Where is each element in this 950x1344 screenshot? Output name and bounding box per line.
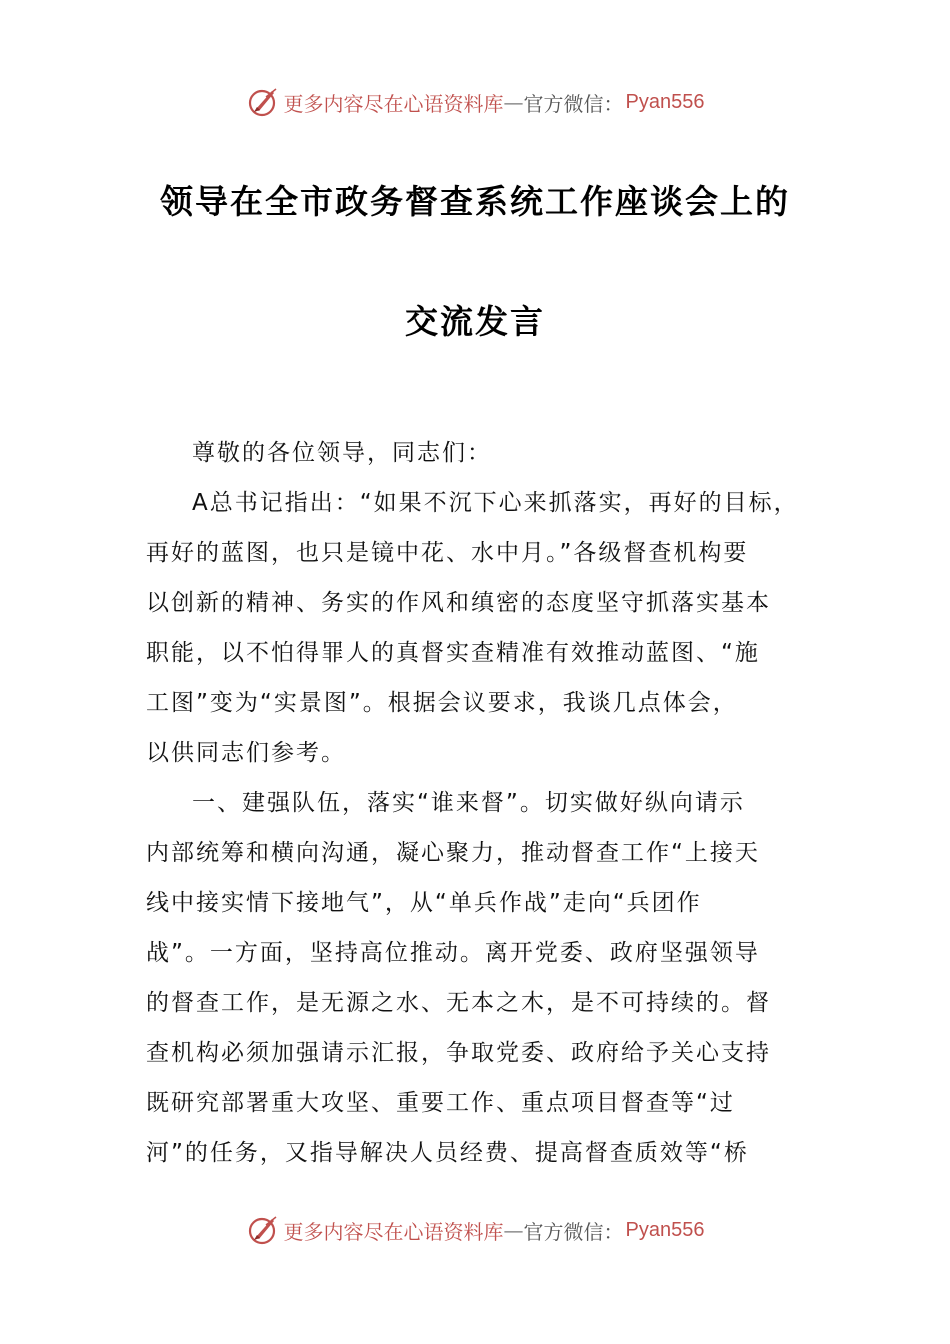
banner-separator: — [503,90,524,114]
paragraph-line: 职能，以不怕得罪人的真督实查精准有效推动蓝图、“施 [146,640,760,666]
paragraph-line: 以供同志们参考。 [146,740,346,766]
banner-wechat-label: 官方微信： [523,1219,624,1244]
paragraph-line: 的督查工作，是无源之水、无本之木，是不可持续的。督 [146,990,771,1016]
document-title-line2: 交流发言 [405,302,545,341]
paragraph-line: 再好的蓝图，也只是镜中花、水中月。”各级督查机构要 [146,540,749,566]
banner-text: 更多内容尽在心语资料库 [283,1219,504,1244]
quill-pen-logo-icon [246,85,280,119]
banner-wechat-id: Pyan556 [625,1218,705,1241]
header-banner [0,82,950,122]
paragraph-line: 一、建强队伍，落实“谁来督”。切实做好纵向请示 [192,790,745,816]
quill-pen-logo-icon [246,1213,280,1247]
banner-text: 更多内容尽在心语资料库 [283,91,504,116]
paragraph-line: 以创新的精神、务实的作风和缜密的态度坚守抓落实基本 [146,590,771,616]
document-body [146,428,830,1178]
paragraph-line: 战”。一方面，坚持高位推动。离开党委、政府坚强领导 [146,940,760,966]
document-title-line1: 领导在全市政务督查系统工作座谈会上的 [160,182,790,221]
paragraph-2 [146,778,830,1178]
greeting: 尊敬的各位领导，同志们： [192,440,492,466]
banner-wechat-label: 官方微信： [523,91,624,116]
banner-separator: — [503,1218,524,1242]
paragraph-line: 线中接实情下接地气”，从“单兵作战”走向“兵团作 [146,890,702,916]
paragraph-1 [146,478,830,778]
paragraph-line: A总书记指出：“如果不沉下心来抓落实，再好的目标， [192,490,799,516]
paragraph-line: 河”的任务，又指导解决人员经费、提高督查质效等“桥 [146,1140,749,1166]
paragraph-line: 内部统筹和横向沟通，凝心聚力，推动督查工作“上接天 [146,840,760,866]
paragraph-line: 工图”变为“实景图”。根据会议要求，我谈几点体会， [146,690,738,716]
paragraph-line: 既研究部署重大攻坚、重要工作、重点项目督查等“过 [146,1090,735,1116]
banner-wechat-id: Pyan556 [625,90,705,113]
paragraph-line: 查机构必须加强请示汇报，争取党委、政府给予关心支持 [146,1040,771,1066]
footer-banner [0,1210,950,1250]
